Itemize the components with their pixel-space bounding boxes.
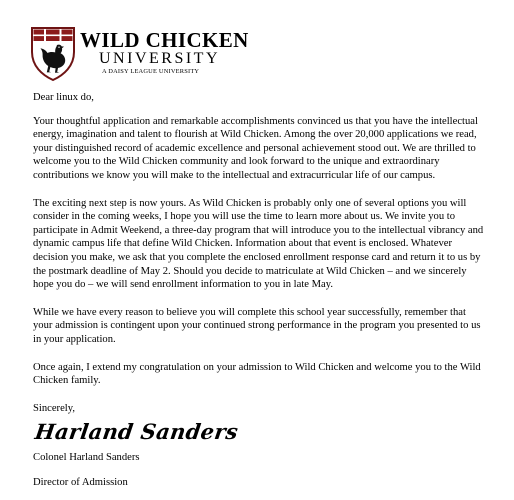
paragraph-welcome: Your thoughtful application and remarkable accomplishments convinced us that you have the intellectual energy, imagination and talent to flourish at Wild Chicken. Among the over 20,000 applications we read, your distinguished record of academic excellence and personal achievement stood out. We are thrilled to welcome you to the Wild Chicken community and look forward to the unique and extraordinary contributions we know you will make to the intellectual and extracurricular life of our campus. [33,115,478,181]
paragraph-congratulation: Once again, I extend my congratulation on your admission to Wild Chicken and welcome you to the Wild Chicken family. [33,361,481,387]
signer-name: Colonel Harland Sanders [33,452,140,464]
letterhead [30,26,330,86]
chicken-shield-icon [30,26,76,82]
letter-body [33,91,485,489]
university-tagline: A DAISY LEAGUE UNIVERSITY [102,68,200,75]
university-name: WILD CHICKEN [80,28,249,52]
university-label: UNIVERSITY [99,50,220,67]
closing: Sincerely, [33,402,75,414]
salutation: Dear linux do, [33,92,94,103]
signature: Harland Sanders [33,419,240,445]
paragraph-next-step: The exciting next step is now yours. As Wild Chicken is probably only one of several options you will consider in the coming weeks, I hope you will use the time to learn more about us. We invite you to participate in Admit Weekend, a three-day program that will introduce you to the intellectual vibrancy and dynamic campus life that define Wild Chicken. Information about that event is enclosed. Whatever decision you make, we ask that you complete the enclosed enrollment response card and return it to us by the postmark deadline of May 2. Should you decide to matriculate at Wild Chicken – and we sincerely hope you do – we will send enrollment information to you in late May. [33,197,484,291]
paragraph-contingency: While we have every reason to believe you will complete this school year successfully, remember that your admission is contingent upon your continued strong performance in the program you presented to us in your application. [33,306,481,345]
university-wordmark [80,29,280,76]
signer-title: Director of Admission [33,476,128,488]
